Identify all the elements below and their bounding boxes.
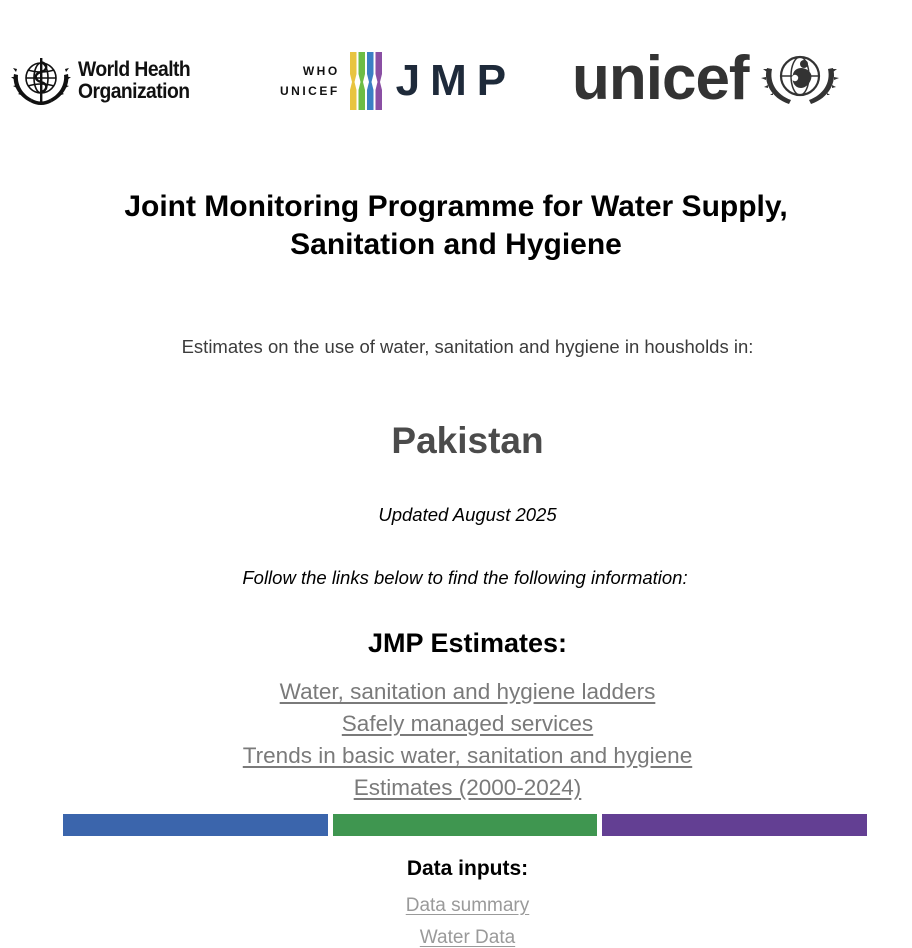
- jmp-bar-purple: [375, 52, 382, 110]
- link-water-data[interactable]: Water Data: [419, 927, 516, 948]
- logo-row: [0, 44, 912, 118]
- who-name-line2: Organization: [78, 80, 190, 103]
- who-name-line1: World Health: [78, 58, 191, 81]
- who-emblem-icon: [8, 52, 74, 110]
- jmp-unicef-label: UNICEF: [280, 84, 340, 98]
- data-inputs-links: [0, 890, 912, 948]
- color-divider: [63, 814, 867, 836]
- updated-date: Updated August 2025: [378, 504, 557, 525]
- unicef-logo: [572, 44, 845, 113]
- link-estimates-2000-2024[interactable]: Estimates (2000-2024): [353, 775, 582, 800]
- color-divider-blue: [63, 814, 328, 836]
- jmp-bar-green: [358, 52, 365, 110]
- jmp-who-label: WHO: [302, 64, 340, 78]
- country-name: Pakistan: [391, 420, 544, 461]
- data-inputs-heading: Data inputs:: [406, 857, 529, 880]
- follow-instructions: Follow the links below to find the following information:: [242, 567, 688, 588]
- link-trends-basic-wash[interactable]: Trends in basic water, sanitation and hygiene: [242, 743, 693, 768]
- jmp-bar-yellow: [350, 52, 357, 110]
- unicef-emblem-icon: [755, 48, 845, 110]
- who-logo: [8, 52, 200, 110]
- title-line1: Joint Monitoring Programme for Water Supply,: [124, 190, 788, 223]
- jmp-bars-icon: [350, 52, 384, 110]
- jmp-wordmark: JMP: [395, 56, 517, 105]
- estimates-heading: JMP Estimates:: [367, 628, 568, 658]
- link-data-summary[interactable]: Data summary: [405, 895, 530, 916]
- jmp-logo: [280, 52, 516, 110]
- link-wash-ladders[interactable]: Water, sanitation and hygiene ladders: [279, 679, 656, 704]
- link-safely-managed-services[interactable]: Safely managed services: [341, 711, 594, 736]
- title-line2: Sanitation and Hygiene: [290, 228, 622, 261]
- who-wordmark: [78, 59, 190, 103]
- color-divider-green: [333, 814, 598, 836]
- jmp-small-text: [280, 61, 340, 101]
- color-divider-purple: [602, 814, 867, 836]
- jmp-bar-blue: [367, 52, 374, 110]
- estimates-links: [0, 676, 912, 804]
- unicef-wordmark: unicef: [572, 44, 749, 113]
- page-title: [0, 188, 912, 264]
- subtitle: Estimates on the use of water, sanitation and hygiene in housholds in:: [181, 336, 754, 357]
